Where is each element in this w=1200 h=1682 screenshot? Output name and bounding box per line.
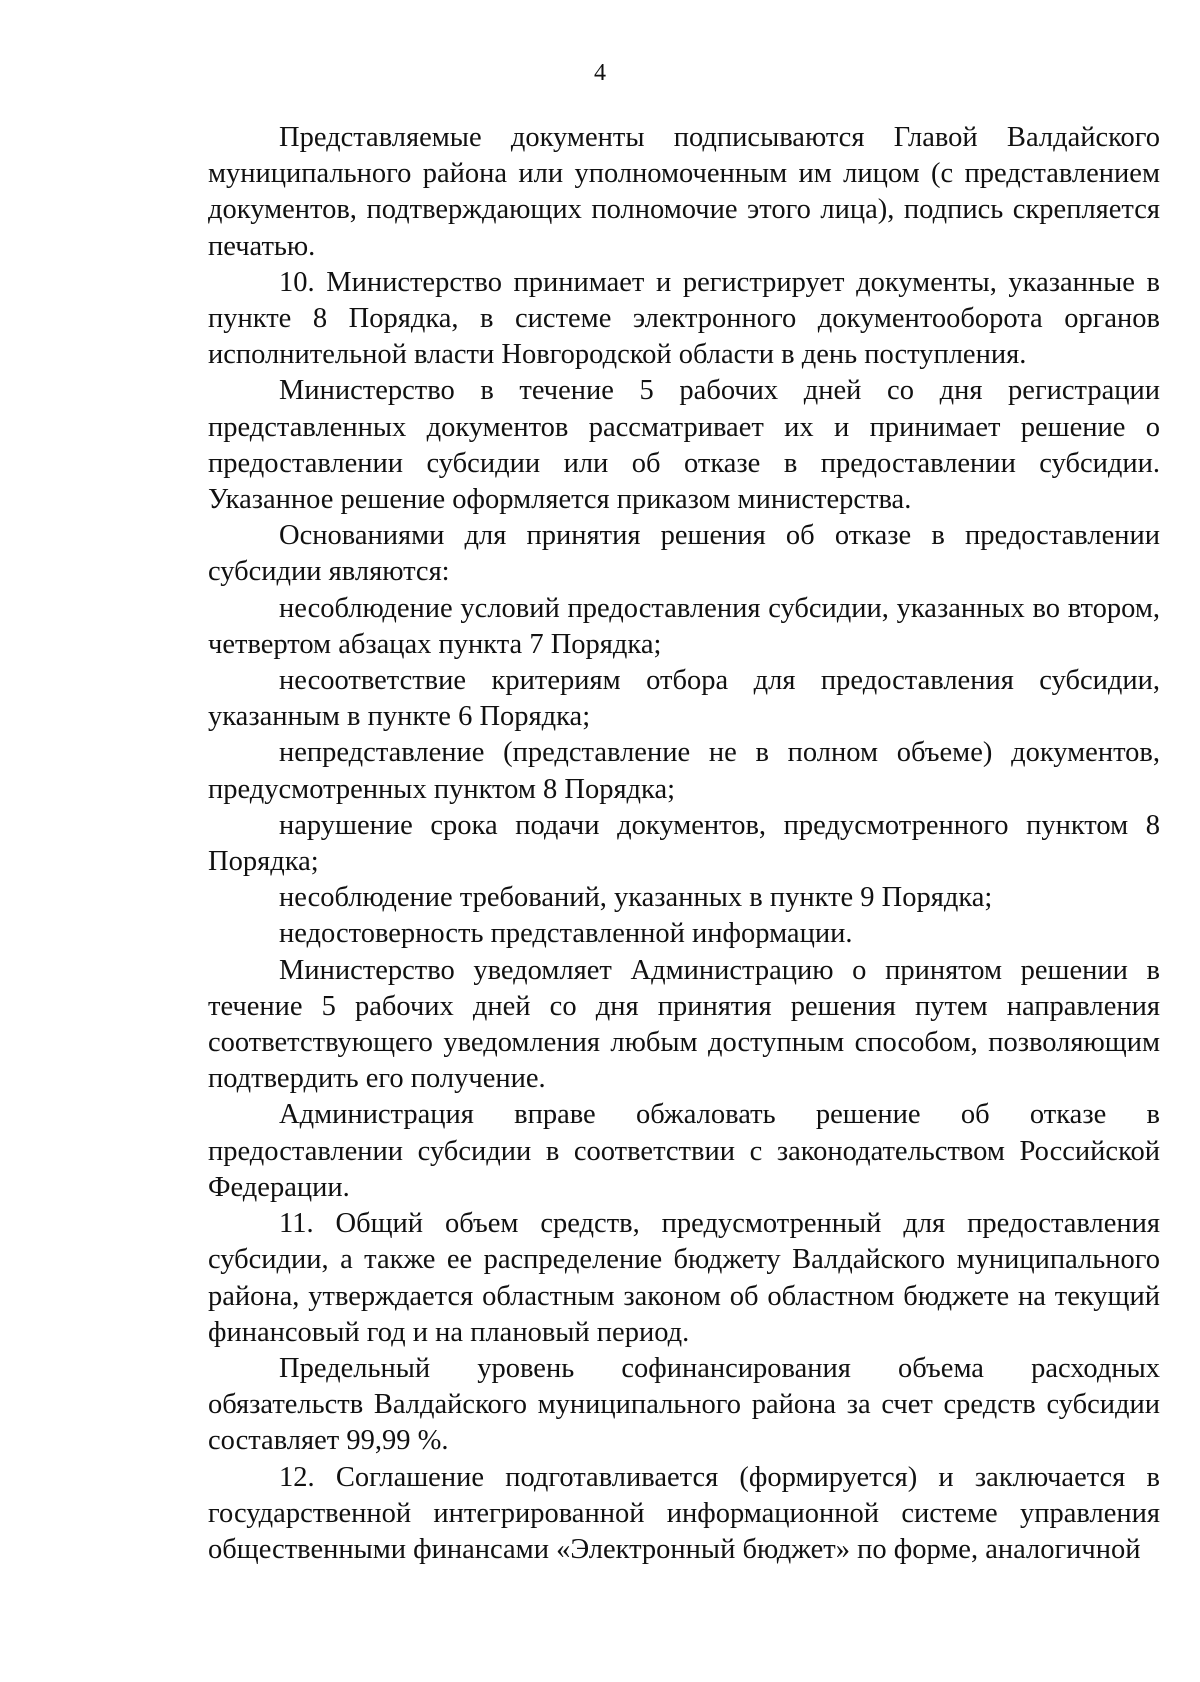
document-body [208, 120, 1160, 1568]
paragraph-item-12: 12. Соглашение подготавливается (формируется) и заключается в государственной интегрированной информационной системе управления общественными финансами «Электронный бюджет» по форме, аналогичной [208, 1461, 1160, 1565]
paragraph-ground-inaccuracy: недостоверность представленной информации. [279, 918, 853, 950]
paragraph-ground-deadline: нарушение срока подачи документов, предусмотренного пунктом 8 Порядка; [208, 809, 1160, 878]
paragraph-item-10: 10. Министерство принимает и регистрирует документы, указанные в пункте 8 Порядка, в системе электронного документооборота органов исполнительной власти Новгородской области в день поступления. [208, 266, 1160, 371]
paragraph-item-11: 11. Общий объем средств, предусмотренный для предоставления субсидии, а также ее распределение бюджету Валдайского муниципального района, утверждается областным законом об областном бюджете на текущий финансовый год и на плановый период. [208, 1208, 1160, 1348]
paragraph-cofinancing: Предельный уровень софинансирования объема расходных обязательств Валдайского муниципального района за счет средств субсидии составляет 99,99 %. [208, 1352, 1160, 1457]
paragraph-ministry-review: Министерство в течение 5 рабочих дней со дня регистрации представленных документов рассматривает их и принимает решение о предоставлении субсидии или об отказе в предоставлении субсидии. Указанное решение оформляется приказом министерства. [208, 375, 1160, 516]
paragraph-notification: Министерство уведомляет Администрацию о принятом решении в течение 5 рабочих дней со дня принятия решения путем направления соответствующего уведомления любым доступным способом, позволяющим подтвердить его получение. [208, 954, 1160, 1095]
page-number: 4 [594, 60, 606, 86]
paragraph-ground-conditions: несоблюдение условий предоставления субсидии, указанных во втором, четвертом абзацах пункта 7 Порядка; [208, 592, 1160, 660]
paragraph-signature: Представляемые документы подписываются Главой Валдайского муниципального района или уполномоченным им лицом (с представлением документов, подтверждающих полномочие этого лица), подпись скрепляется печатью. [208, 122, 1160, 262]
paragraph-appeal: Администрация вправе обжаловать решение об отказе в предоставлении субсидии в соответствии с законодательством Российской Федерации. [208, 1099, 1160, 1203]
paragraph-ground-criteria: несоответствие критериям отбора для предоставления субсидии, указанным в пункте 6 Порядка; [208, 665, 1160, 733]
paragraph-ground-documents: непредставление (представление не в полном объеме) документов, предусмотренных пунктом 8 Порядка; [208, 737, 1160, 805]
paragraph-ground-requirements: несоблюдение требований, указанных в пункте 9 Порядка; [279, 882, 993, 914]
paragraph-refusal-grounds: Основаниями для принятия решения об отказе в предоставлении субсидии являются: [208, 520, 1160, 588]
